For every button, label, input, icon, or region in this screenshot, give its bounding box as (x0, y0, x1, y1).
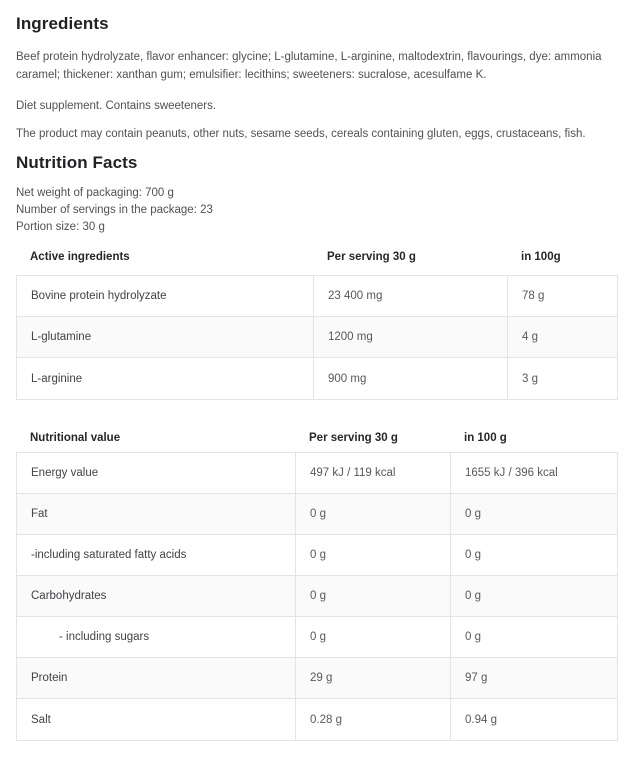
active-ingredients-header-row (16, 249, 618, 266)
per-serving-cell: 0 g (296, 535, 451, 575)
per-serving-cell: 1200 mg (314, 317, 508, 357)
per-serving-cell: 0.28 g (296, 699, 451, 740)
nutrient-name-cell: Fat (17, 494, 296, 534)
table-row (17, 317, 617, 358)
table-row (17, 453, 617, 494)
table-row (17, 576, 617, 617)
packaging-meta (16, 185, 618, 236)
table-row (17, 358, 617, 399)
active-ingredients-table (16, 249, 618, 400)
per-100g-cell: 78 g (522, 290, 545, 302)
per-serving-cell: 0 g (296, 617, 451, 657)
per-serving-cell: 0 g (296, 494, 451, 534)
nutrition-facts-heading: Nutrition Facts (16, 153, 138, 172)
column-header-per-serving: Per serving 30 g (309, 432, 398, 444)
per-serving-cell: 497 kJ / 119 kcal (296, 453, 451, 493)
nutrient-name-cell: Carbohydrates (17, 576, 296, 616)
nutritional-value-table (16, 430, 618, 741)
ingredients-composition-text: Beef protein hydrolyzate, flavor enhancer: glycine; L-glutamine, L-arginine, maltodextrin, flavourings, dye: ammonia caramel; thickener: xanthan gum; emulsifier: lecithins; sweeteners: sucralose, acesulfame K. (16, 51, 602, 81)
table-row (17, 276, 617, 317)
column-header-active-ingredients: Active ingredients (30, 251, 130, 263)
table-row (17, 658, 617, 699)
per-100g-cell: 0 g (465, 508, 481, 520)
column-header-nutritional-value: Nutritional value (30, 432, 121, 444)
nutrient-name-cell: -including saturated fatty acids (17, 535, 296, 575)
ingredient-name-cell: L-glutamine (17, 317, 314, 357)
net-weight-text: Net weight of packaging: 700 g (16, 187, 174, 199)
nutritional-value-header-row (16, 430, 618, 447)
table-row (17, 494, 617, 535)
servings-count-text: Number of servings in the package: 23 (16, 204, 213, 216)
ingredients-heading: Ingredients (16, 14, 109, 33)
allergen-note-text: The product may contain peanuts, other nuts, sesame seeds, cereals containing gluten, eggs, crustaceans, fish. (16, 128, 586, 140)
nutrient-name-cell: Protein (17, 658, 296, 698)
per-serving-cell: 23 400 mg (314, 276, 508, 316)
per-100g-cell: 0 g (465, 590, 481, 602)
per-serving-cell: 900 mg (314, 358, 508, 399)
nutrient-name-cell: - including sugars (17, 617, 296, 657)
table-row (17, 535, 617, 576)
ingredient-name-cell: L-arginine (17, 358, 314, 399)
per-100g-cell: 4 g (522, 331, 538, 343)
per-100g-cell: 0.94 g (465, 713, 497, 726)
table-row (17, 699, 617, 740)
per-100g-cell: 0 g (465, 631, 481, 643)
per-serving-cell: 0 g (296, 576, 451, 616)
active-ingredients-table-body (16, 275, 618, 400)
column-header-per-100g: in 100g (521, 251, 561, 263)
per-100g-cell: 1655 kJ / 396 kcal (465, 467, 558, 479)
per-100g-cell: 97 g (465, 672, 488, 684)
supplement-note-text: Diet supplement. Contains sweeteners. (16, 100, 217, 112)
portion-size-text: Portion size: 30 g (16, 221, 105, 233)
column-header-per-100g: in 100 g (464, 432, 507, 444)
per-100g-cell: 3 g (522, 372, 538, 385)
per-100g-cell: 0 g (465, 549, 481, 561)
per-serving-cell: 29 g (296, 658, 451, 698)
ingredient-name-cell: Bovine protein hydrolyzate (17, 276, 314, 316)
nutrient-name-cell: Energy value (17, 453, 296, 493)
column-header-per-serving: Per serving 30 g (327, 251, 416, 263)
table-row (17, 617, 617, 658)
nutrient-name-cell: Salt (17, 699, 296, 740)
nutritional-value-table-body (16, 452, 618, 741)
